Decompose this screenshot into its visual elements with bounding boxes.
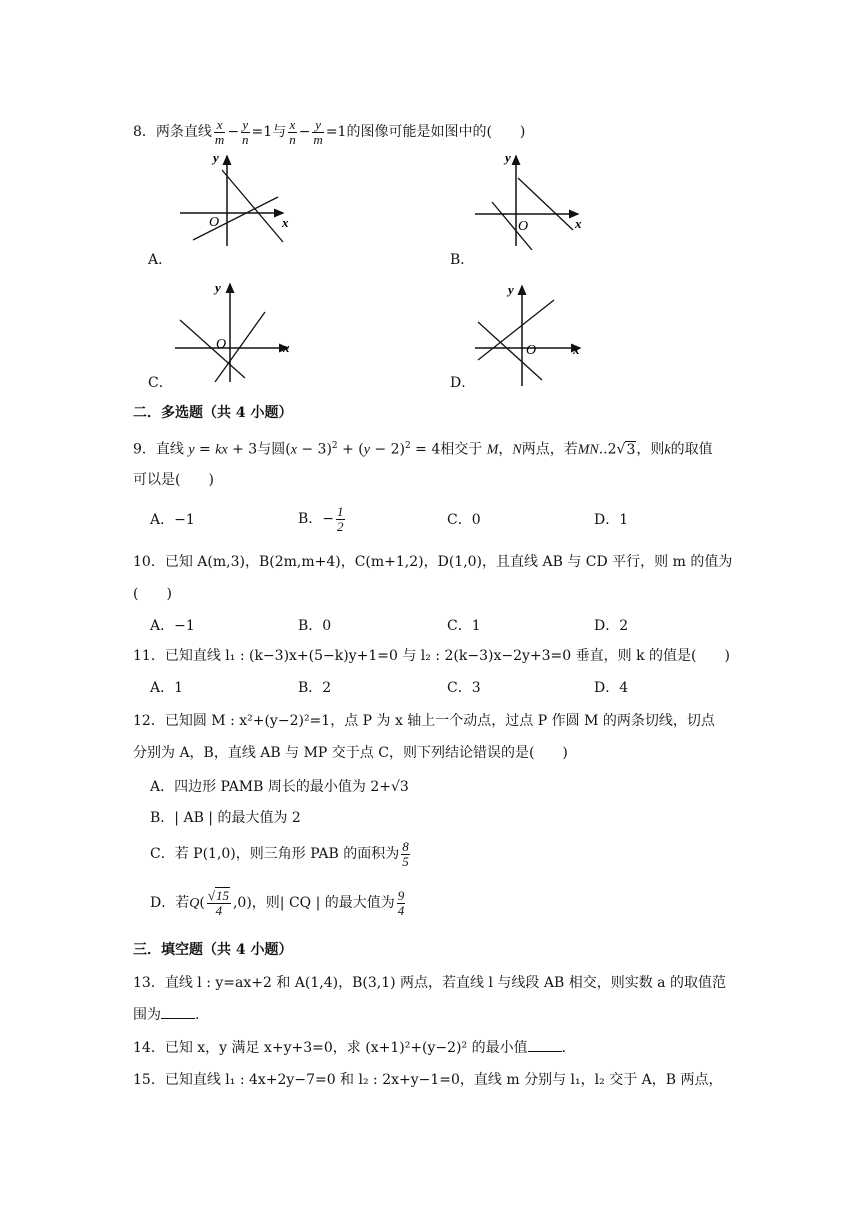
q8-line: 8．两条直线 $\frac{x}{m}$ − $\frac{y}{n}$ =1与 $\frac{x}{n}$ − $\frac{y}{m}$ =1的图像可能是如图中的( ) [133, 116, 526, 147]
svg-text:x: x [575, 216, 582, 231]
option-b-label: B． [450, 252, 475, 268]
svg-text:O: O [526, 343, 537, 358]
q12-option-c-text: C．若 P(1,0)，则三角形 PAB 的面积为 [150, 846, 400, 862]
option-a-label: A． [148, 252, 173, 268]
q11-option-b: B．2 [298, 680, 332, 696]
svg-text:y: y [505, 150, 511, 165]
q12-option-d: D．若Q( $\frac{√15}{4}$ ,0)，则| CQ | 的最大值为 $\frac{9}{4}$ [150, 887, 405, 918]
q10-line2: ( ) [133, 586, 172, 602]
q10-option-d: D．2 [594, 618, 629, 634]
q10-line1 [133, 552, 732, 572]
q9-text-5: ，则 [636, 441, 665, 458]
q12-option-a: A．四边形 PAMB 周长的最小值为 2+√3 [150, 779, 409, 795]
q10-option-b: B．0 [298, 618, 332, 634]
q9-line1: 9．直线 y = kx + 3与圆$(x - 3)^2 + (y - 2)^2 = 4$相交于 M，N两点，若MN..2√3，则k的取值 [133, 441, 713, 458]
graph-a [175, 150, 295, 250]
fraction-y-m: $\frac{y}{m}$ [313, 116, 323, 147]
svg-text:O: O [216, 337, 227, 352]
q9-number: 9． [133, 441, 156, 458]
q9-text-3: 相交于 [440, 441, 483, 458]
q11-text: 已知直线 l₁ : (k−3)x+(5−k)y+1=0 与 l₂ : 2(k−3)x−2y+3=0 垂直，则 k 的值是( ) [164, 648, 730, 664]
q12-text-1: 已知圆 M : x²+(y−2)²=1，点 P 为 x 轴上一个动点，过点 P 作圆 M 的两条切线，切点 [164, 713, 715, 729]
q12-line1 [133, 711, 715, 731]
q14-number: 14． [133, 1040, 165, 1056]
q12-option-d-text-2: ，则| CQ | 的最大值为 [251, 895, 395, 911]
fraction-x-n: $\frac{x}{n}$ [289, 116, 296, 147]
section-2-title: 二．多选题（共 4 小题） [133, 405, 293, 421]
svg-text:O: O [518, 219, 529, 234]
q9-text-6: 的取值 [670, 441, 713, 458]
q13-text-2: 围为 [133, 1007, 161, 1023]
svg-text:x: x [283, 340, 290, 355]
svg-text:x: x [573, 342, 580, 357]
q8-mid: 与 [272, 124, 287, 140]
fraction-x-m: $\frac{x}{m}$ [214, 116, 225, 147]
q9-option-b: B．− $\frac{1}{2}$ [298, 503, 344, 534]
q9-option-a: A．−1 [150, 512, 195, 528]
q8-number: 8． [133, 124, 156, 140]
graph-b [470, 150, 590, 250]
q9-option-c: C．0 [447, 512, 481, 528]
q13-line2: 围为 . [133, 1004, 199, 1025]
q15-line1 [133, 1070, 723, 1090]
q13-number: 13． [133, 975, 165, 991]
svg-text:O: O [209, 215, 220, 230]
q9-text-1: 直线 [155, 441, 184, 458]
q10-text: 已知 A(m,3)，B(2m,m+4)，C(m+1,2)，D(1,0)，且直线 AB 与 CD 平行，则 m 的值为 [164, 554, 733, 570]
q13-line1 [133, 973, 726, 993]
q11-line1 [133, 646, 730, 666]
q11-number: 11． [133, 648, 165, 664]
q12-option-d-text-1: D．若 [150, 895, 190, 911]
q10-option-a: A．−1 [150, 618, 195, 634]
q11-option-d: D．4 [594, 680, 629, 696]
fraction-y-n: $\frac{y}{n}$ [242, 116, 249, 147]
svg-text:y: y [215, 280, 221, 295]
svg-text:y: y [508, 282, 514, 297]
q9-option-b-label: B． [298, 511, 323, 527]
q9-line2: 可以是( ) [133, 472, 214, 488]
q10-option-c: C．1 [447, 618, 481, 634]
q11-option-c: C．3 [447, 680, 481, 696]
q11-option-a: A．1 [150, 680, 184, 696]
q12-number: 12． [133, 713, 165, 729]
q9-text-4: 两点，若 [521, 441, 578, 458]
graph-c [170, 278, 295, 388]
section-3-title: 三．填空题（共 4 小题） [133, 942, 293, 958]
q13-text: 直线 l : y=ax+2 和 A(1,4)，B(3,1) 两点，若直线 l 与线段 AB 相交，则实数 a 的取值范 [164, 975, 726, 991]
graph-d [470, 280, 590, 390]
option-d-label: D． [450, 375, 476, 391]
answer-blank[interactable] [528, 1037, 562, 1052]
q14-line1: 14．已知 x，y 满足 x+y+3=0，求 (x+1)²+(y−2)² 的最小值 . [133, 1037, 566, 1058]
q14-text: 已知 x，y 满足 x+y+3=0，求 (x+1)²+(y−2)² 的最小值 [164, 1040, 528, 1056]
option-c-label: C． [148, 375, 173, 391]
answer-blank[interactable] [161, 1004, 195, 1019]
q10-number: 10． [133, 554, 165, 570]
q9-text-2: 与圆 [257, 441, 286, 458]
q9-option-d: D．1 [594, 512, 629, 528]
svg-text:y: y [213, 150, 219, 165]
q15-number: 15． [133, 1072, 165, 1088]
q12-option-b: B．| AB | 的最大值为 2 [150, 810, 301, 826]
q8-text: 两条直线 [155, 124, 212, 140]
q12-line2: 分别为 A，B，直线 AB 与 MP 交于点 C，则下列结论错误的是( ) [133, 745, 568, 761]
svg-text:x: x [282, 215, 289, 230]
q8-tail: 的图像可能是如图中的( ) [346, 124, 526, 140]
q15-text: 已知直线 l₁ : 4x+2y−7=0 和 l₂ : 2x+y−1=0，直线 m 分别与 l₁，l₂ 交于 A，B 两点， [164, 1072, 723, 1088]
q12-option-c: C．若 P(1,0)，则三角形 PAB 的面积为 $\frac{8}{5}$ [150, 838, 409, 869]
